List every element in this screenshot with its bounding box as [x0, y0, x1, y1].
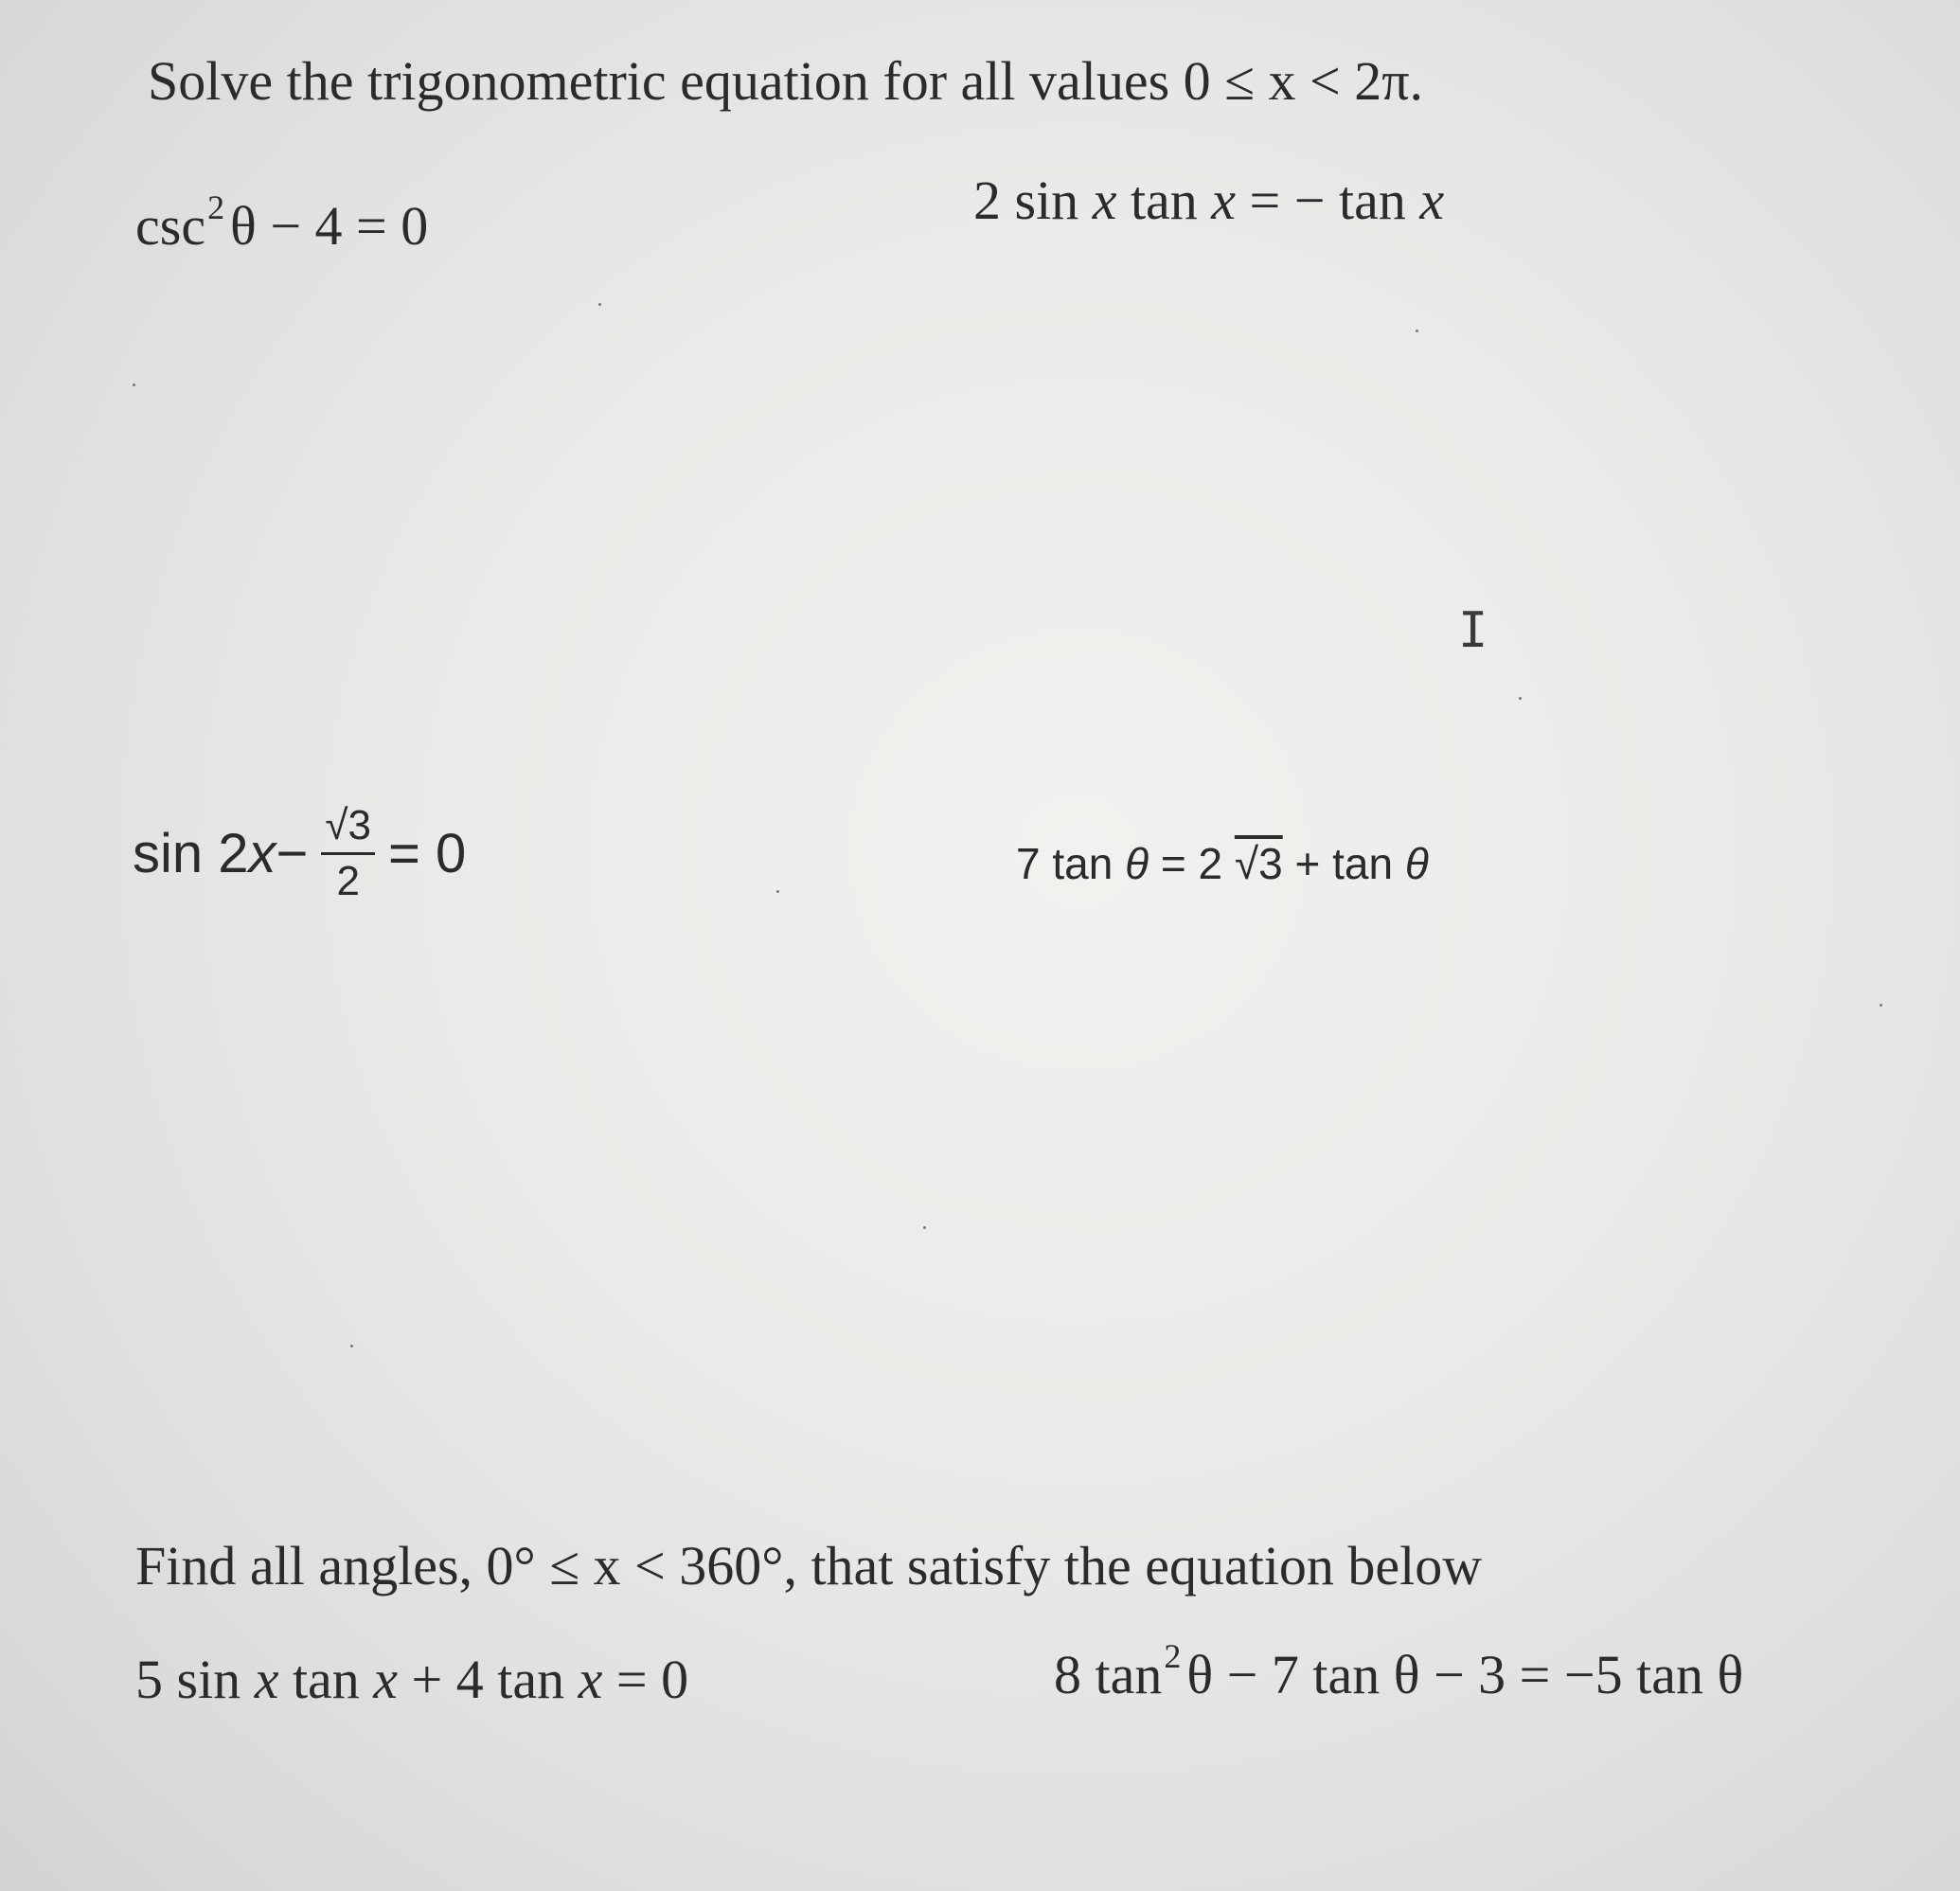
eq5-part: + 4 tan — [398, 1649, 579, 1710]
eq3-var: x — [248, 823, 276, 884]
screen-speck — [923, 1226, 926, 1229]
eq3-denominator: 2 — [336, 858, 360, 904]
eq2-var: x — [1211, 169, 1237, 231]
eq5-part: = 0 — [602, 1649, 689, 1710]
equation-5sin — [135, 1648, 688, 1711]
eq4-radical: √3 — [1234, 839, 1283, 888]
eq4-var: θ — [1125, 839, 1149, 888]
eq5-part: 5 sin — [135, 1649, 255, 1710]
eq3-right: = 0 — [388, 823, 467, 884]
degree-instruction-heading: Find all angles, 0° ≤ x < 360°, that satisfy the equation below — [135, 1535, 1483, 1597]
screen-speck — [776, 890, 779, 893]
equation-sin-tan — [973, 169, 1444, 232]
eq3-left: sin 2 — [133, 823, 249, 884]
screen-speck — [1519, 697, 1522, 700]
eq6-function: 8 tan — [1054, 1644, 1163, 1705]
equation-7tan — [1016, 838, 1429, 889]
eq1-rest: θ − 4 = 0 — [230, 195, 429, 257]
eq2-part: 2 sin — [973, 169, 1093, 231]
screen-speck — [350, 1345, 353, 1347]
equation-sin2x — [133, 802, 467, 904]
eq2-part: tan — [1116, 169, 1212, 231]
eq5-var: x — [373, 1649, 399, 1710]
eq4-part: 7 tan — [1016, 839, 1126, 888]
eq2-part: = − tan — [1236, 169, 1420, 231]
eq2-var: x — [1419, 169, 1445, 231]
instruction-heading — [148, 49, 1423, 113]
equation-csc — [135, 188, 429, 258]
eq5-var: x — [254, 1649, 279, 1710]
eq3-numerator: √3 — [321, 805, 375, 855]
screen-speck — [1880, 1004, 1882, 1007]
eq5-var: x — [578, 1649, 603, 1710]
eq4-var: θ — [1404, 839, 1429, 888]
screen-speck — [598, 303, 601, 306]
interval-text: 0 ≤ x < 2π. — [1183, 50, 1423, 112]
eq5-part: tan — [278, 1649, 374, 1710]
equation-8tan-squared — [1054, 1637, 1744, 1706]
eq2-var: x — [1092, 169, 1117, 231]
eq3-minus: − — [276, 823, 309, 884]
screen-speck — [133, 384, 135, 386]
instruction-prefix: Solve the trigonometric equation for all values — [148, 50, 1184, 112]
eq4-part: + tan — [1282, 839, 1405, 888]
screen-speck — [1416, 330, 1418, 332]
eq1-function: csc — [135, 195, 206, 257]
text-cursor-icon: I — [1458, 602, 1488, 659]
eq3-fraction — [321, 802, 375, 904]
eq4-part: = 2 — [1149, 839, 1235, 888]
eq1-exponent: 2 — [207, 188, 225, 227]
eq6-exponent: 2 — [1164, 1637, 1182, 1676]
eq6-rest: θ − 7 tan θ − 3 = −5 tan θ — [1186, 1644, 1744, 1705]
